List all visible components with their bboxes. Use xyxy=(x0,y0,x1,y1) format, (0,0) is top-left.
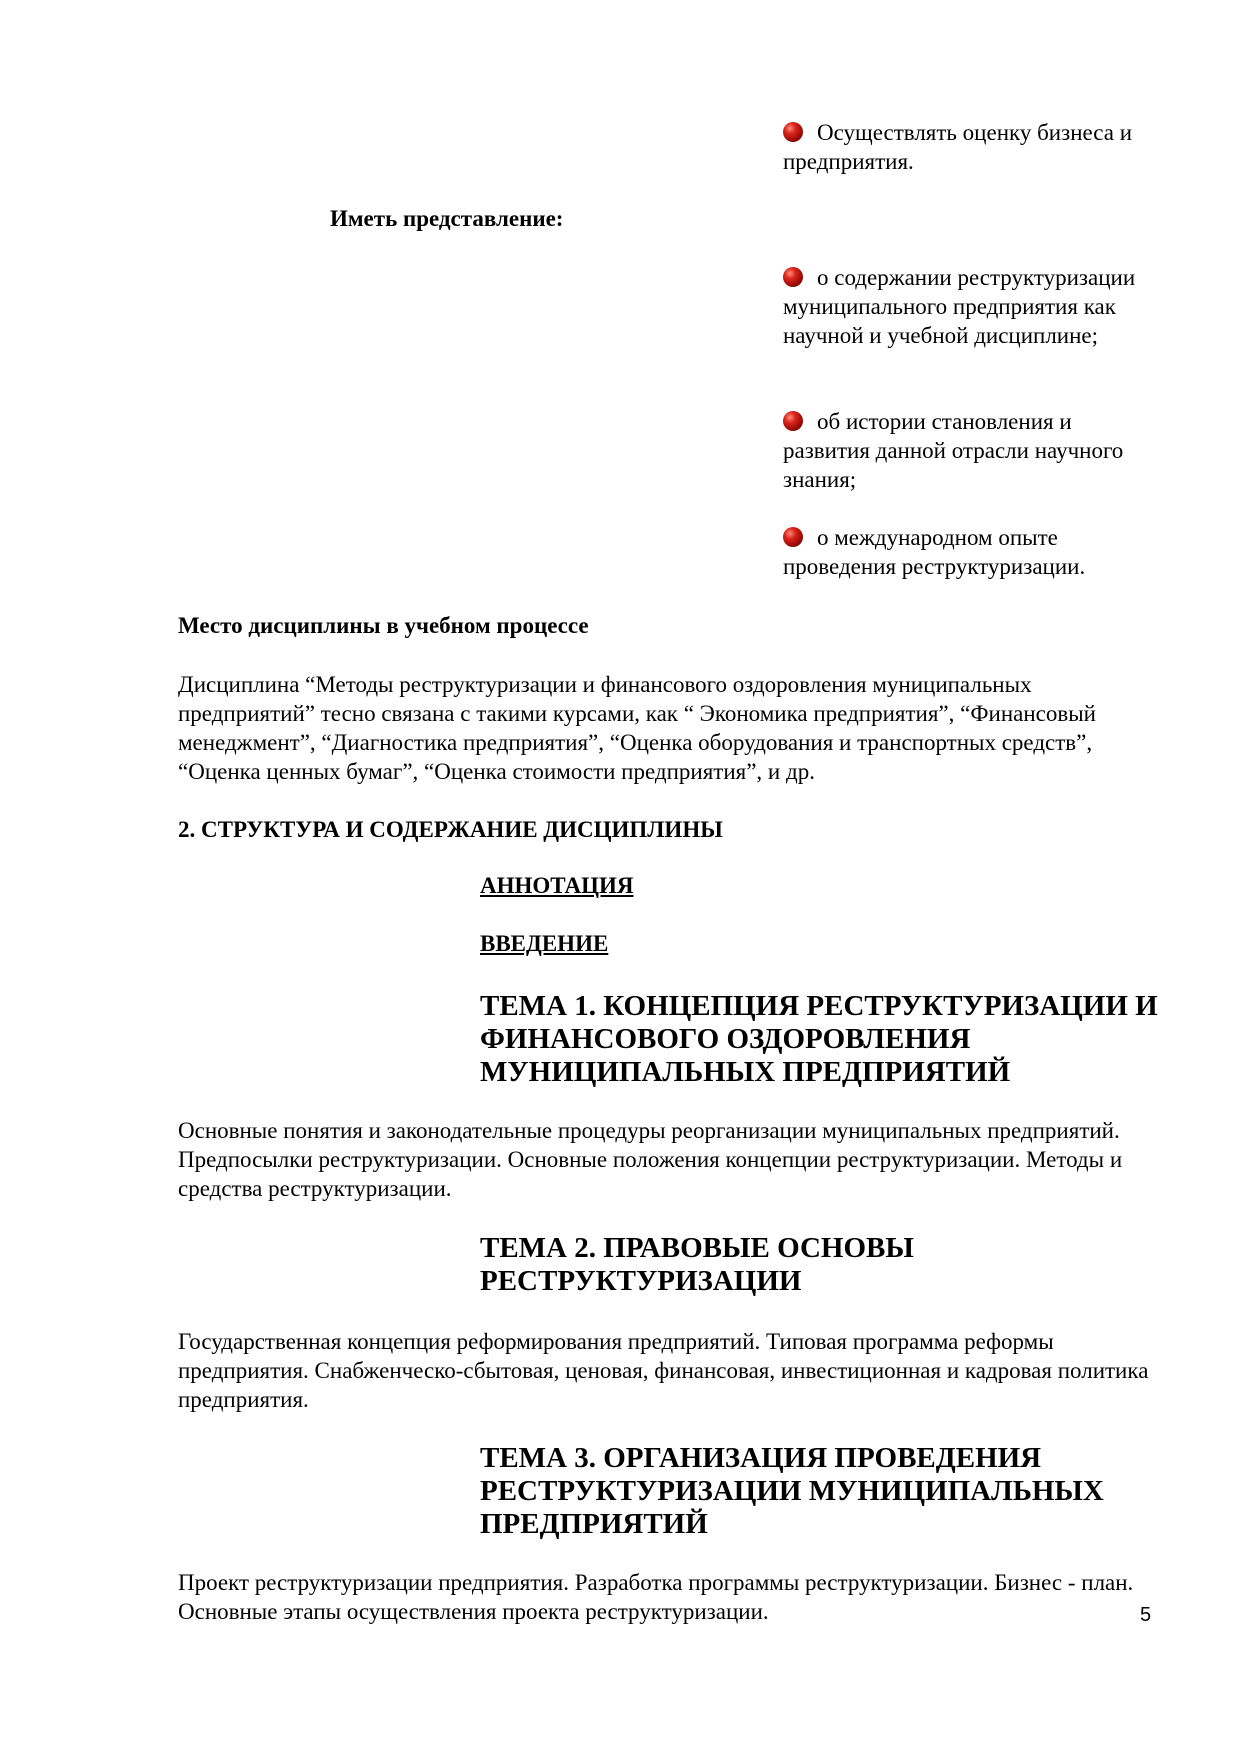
represent-item xyxy=(783,263,1163,350)
red-bullet-icon xyxy=(783,267,803,287)
page-number: 5 xyxy=(1140,1604,1152,1626)
represent-item-text: о содержании реструктуризации муниципального предприятия как научной и учебной дисциплине; xyxy=(783,265,1136,348)
place-text: Дисциплина “Методы реструктуризации и финансового оздоровления муниципальных предприятий” тесно связана с такими курсами, как “ Экономика предприятия”, “Финансовый менеджмент”, “Диагностика предприятия”, “Оценка оборудования и транспортных средств”, “Оценка ценных бумаг”, “Оценка стоимости предприятия”, и др. xyxy=(178,672,1096,784)
represent-item-text: о международном опыте проведения реструктуризации. xyxy=(783,525,1086,579)
topic-2-title: ТЕМА 2. ПРАВОВЫЕ ОСНОВЫ РЕСТРУКТУРИЗАЦИИ xyxy=(480,1232,914,1297)
represent-label: Иметь представление: xyxy=(330,206,564,231)
topic-3-text: Проект реструктуризации предприятия. Разработка программы реструктуризации. Бизнес - план. Основные этапы осуществления проекта реструктуризации. xyxy=(178,1570,1134,1624)
topic-1-title: ТЕМА 1. КОНЦЕПЦИЯ РЕСТРУКТУРИЗАЦИИ И ФИНАНСОВОГО ОЗДОРОВЛЕНИЯ МУНИЦИПАЛЬНЫХ ПРЕДПРИЯТИЙ xyxy=(480,990,1158,1088)
topic-3-title: ТЕМА 3. ОРГАНИЗАЦИЯ ПРОВЕДЕНИЯ РЕСТРУКТУРИЗАЦИИ МУНИЦИПАЛЬНЫХ ПРЕДПРИЯТИЙ xyxy=(480,1442,1104,1540)
skills-bullet-item xyxy=(783,118,1163,176)
red-bullet-icon xyxy=(783,527,803,547)
red-bullet-icon xyxy=(783,122,803,142)
place-heading: Место дисциплины в учебном процессе xyxy=(178,613,589,638)
represent-item xyxy=(783,523,1163,581)
topic-1-text: Основные понятия и законодательные процедуры реорганизации муниципальных предприятий. Предпосылки реструктуризации. Основные положения концепции реструктуризации. Методы и средства реструктуризации. xyxy=(178,1118,1123,1201)
represent-item-text: об истории становления и развития данной отрасли научного знания; xyxy=(783,409,1124,492)
topic-2-text: Государственная концепция реформирования предприятий. Типовая программа реформы предприятия. Снабженческо-сбытовая, ценовая, финансовая, инвестиционная и кадровая политика предприятия. xyxy=(178,1329,1149,1412)
intro-heading: ВВЕДЕНИЕ xyxy=(480,931,609,956)
red-bullet-icon xyxy=(783,411,803,431)
section2-heading: 2. СТРУКТУРА И СОДЕРЖАНИЕ ДИСЦИПЛИНЫ xyxy=(178,817,723,842)
annotation-heading: АННОТАЦИЯ xyxy=(480,873,634,898)
skills-bullet-text: Осуществлять оценку бизнеса и предприятия. xyxy=(783,120,1133,174)
represent-item xyxy=(783,407,1163,494)
